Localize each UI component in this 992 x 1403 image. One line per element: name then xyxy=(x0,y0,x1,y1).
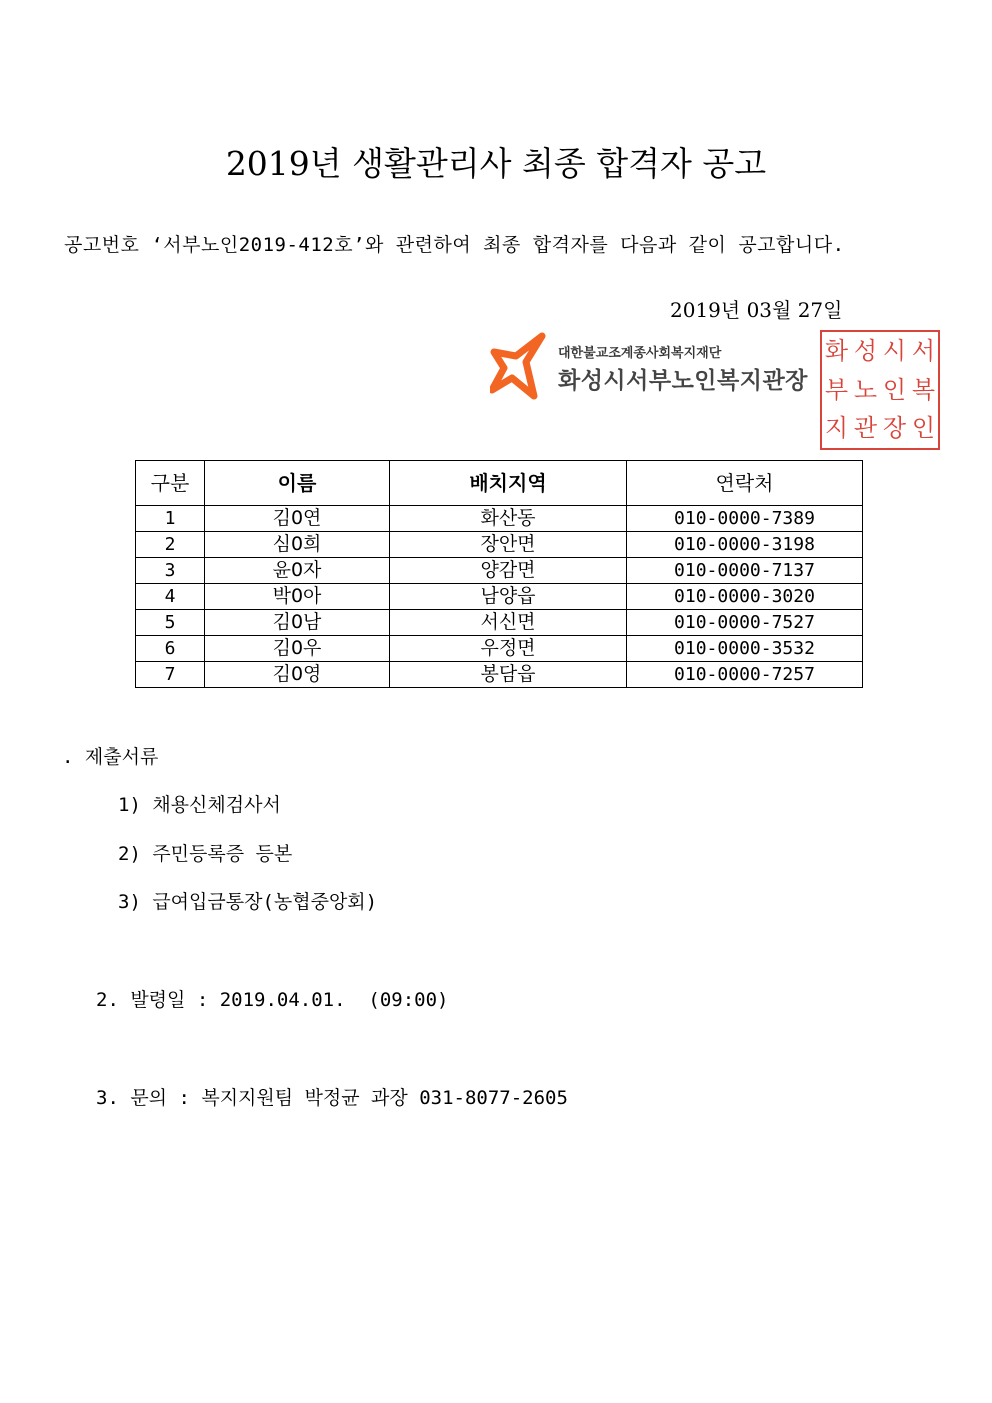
document-item: 3) 급여입금통장(농협중앙회) xyxy=(118,891,378,913)
assigned-region: 남양읍 xyxy=(390,584,627,610)
document-item: 2) 주민등록증 등본 xyxy=(118,843,293,865)
applicant-name: 박0아 xyxy=(205,584,390,610)
star-logo-icon xyxy=(490,332,550,402)
issue-date: 2. 발령일 : 2019.04.01. (09:00) xyxy=(96,989,449,1011)
intro-text: 공고번호 ‘서부노인2019-412호’와 관련하여 최종 합격자를 다음과 같이 공고합니다. xyxy=(64,234,845,256)
phone-number: 010-0000-7389 xyxy=(627,506,863,532)
header-number: 구분 xyxy=(136,461,205,506)
assigned-region: 장안면 xyxy=(390,532,627,558)
header-region: 배치지역 xyxy=(390,461,627,506)
official-seal: 화 성 시 서 부 노 인 복 지 관 장 인 xyxy=(820,330,940,450)
table-row xyxy=(136,584,863,610)
successful-applicants-table xyxy=(135,460,863,688)
table-row xyxy=(136,662,863,688)
table-row xyxy=(136,636,863,662)
table-row xyxy=(136,558,863,584)
assigned-region: 봉담읍 xyxy=(390,662,627,688)
contact-info: 3. 문의 : 복지지원팀 박정균 과장 031-8077-2605 xyxy=(96,1087,568,1109)
row-number: 4 xyxy=(136,584,205,610)
row-number: 1 xyxy=(136,506,205,532)
table-row xyxy=(136,506,863,532)
row-number: 3 xyxy=(136,558,205,584)
applicant-name: 김0남 xyxy=(205,610,390,636)
phone-number: 010-0000-7257 xyxy=(627,662,863,688)
phone-number: 010-0000-7137 xyxy=(627,558,863,584)
applicant-name: 심0희 xyxy=(205,532,390,558)
page-title: 2019년 생활관리사 최종 합격자 공고 xyxy=(225,144,767,183)
table-row xyxy=(136,532,863,558)
row-number: 2 xyxy=(136,532,205,558)
applicant-name: 김0연 xyxy=(205,506,390,532)
documents-heading: . 제출서류 xyxy=(62,746,159,768)
header-contact: 연락처 xyxy=(627,461,863,506)
assigned-region: 서신면 xyxy=(390,610,627,636)
header-name: 이름 xyxy=(205,461,390,506)
assigned-region: 화산동 xyxy=(390,506,627,532)
table-row xyxy=(136,610,863,636)
phone-number: 010-0000-7527 xyxy=(627,610,863,636)
document-item: 1) 채용신체검사서 xyxy=(118,794,281,816)
phone-number: 010-0000-3020 xyxy=(627,584,863,610)
organization-name: 화성시서부노인복지관장 xyxy=(558,368,808,394)
phone-number: 010-0000-3532 xyxy=(627,636,863,662)
applicant-name: 김0우 xyxy=(205,636,390,662)
phone-number: 010-0000-3198 xyxy=(627,532,863,558)
row-number: 5 xyxy=(136,610,205,636)
foundation-name: 대한불교조계종사회복지재단 xyxy=(558,346,722,361)
assigned-region: 양감면 xyxy=(390,558,627,584)
table-header-row xyxy=(136,461,863,506)
organization-logo xyxy=(490,332,820,402)
applicant-name: 윤0자 xyxy=(205,558,390,584)
notice-date: 2019년 03월 27일 xyxy=(670,298,843,322)
row-number: 6 xyxy=(136,636,205,662)
assigned-region: 우정면 xyxy=(390,636,627,662)
applicant-name: 김0영 xyxy=(205,662,390,688)
row-number: 7 xyxy=(136,662,205,688)
